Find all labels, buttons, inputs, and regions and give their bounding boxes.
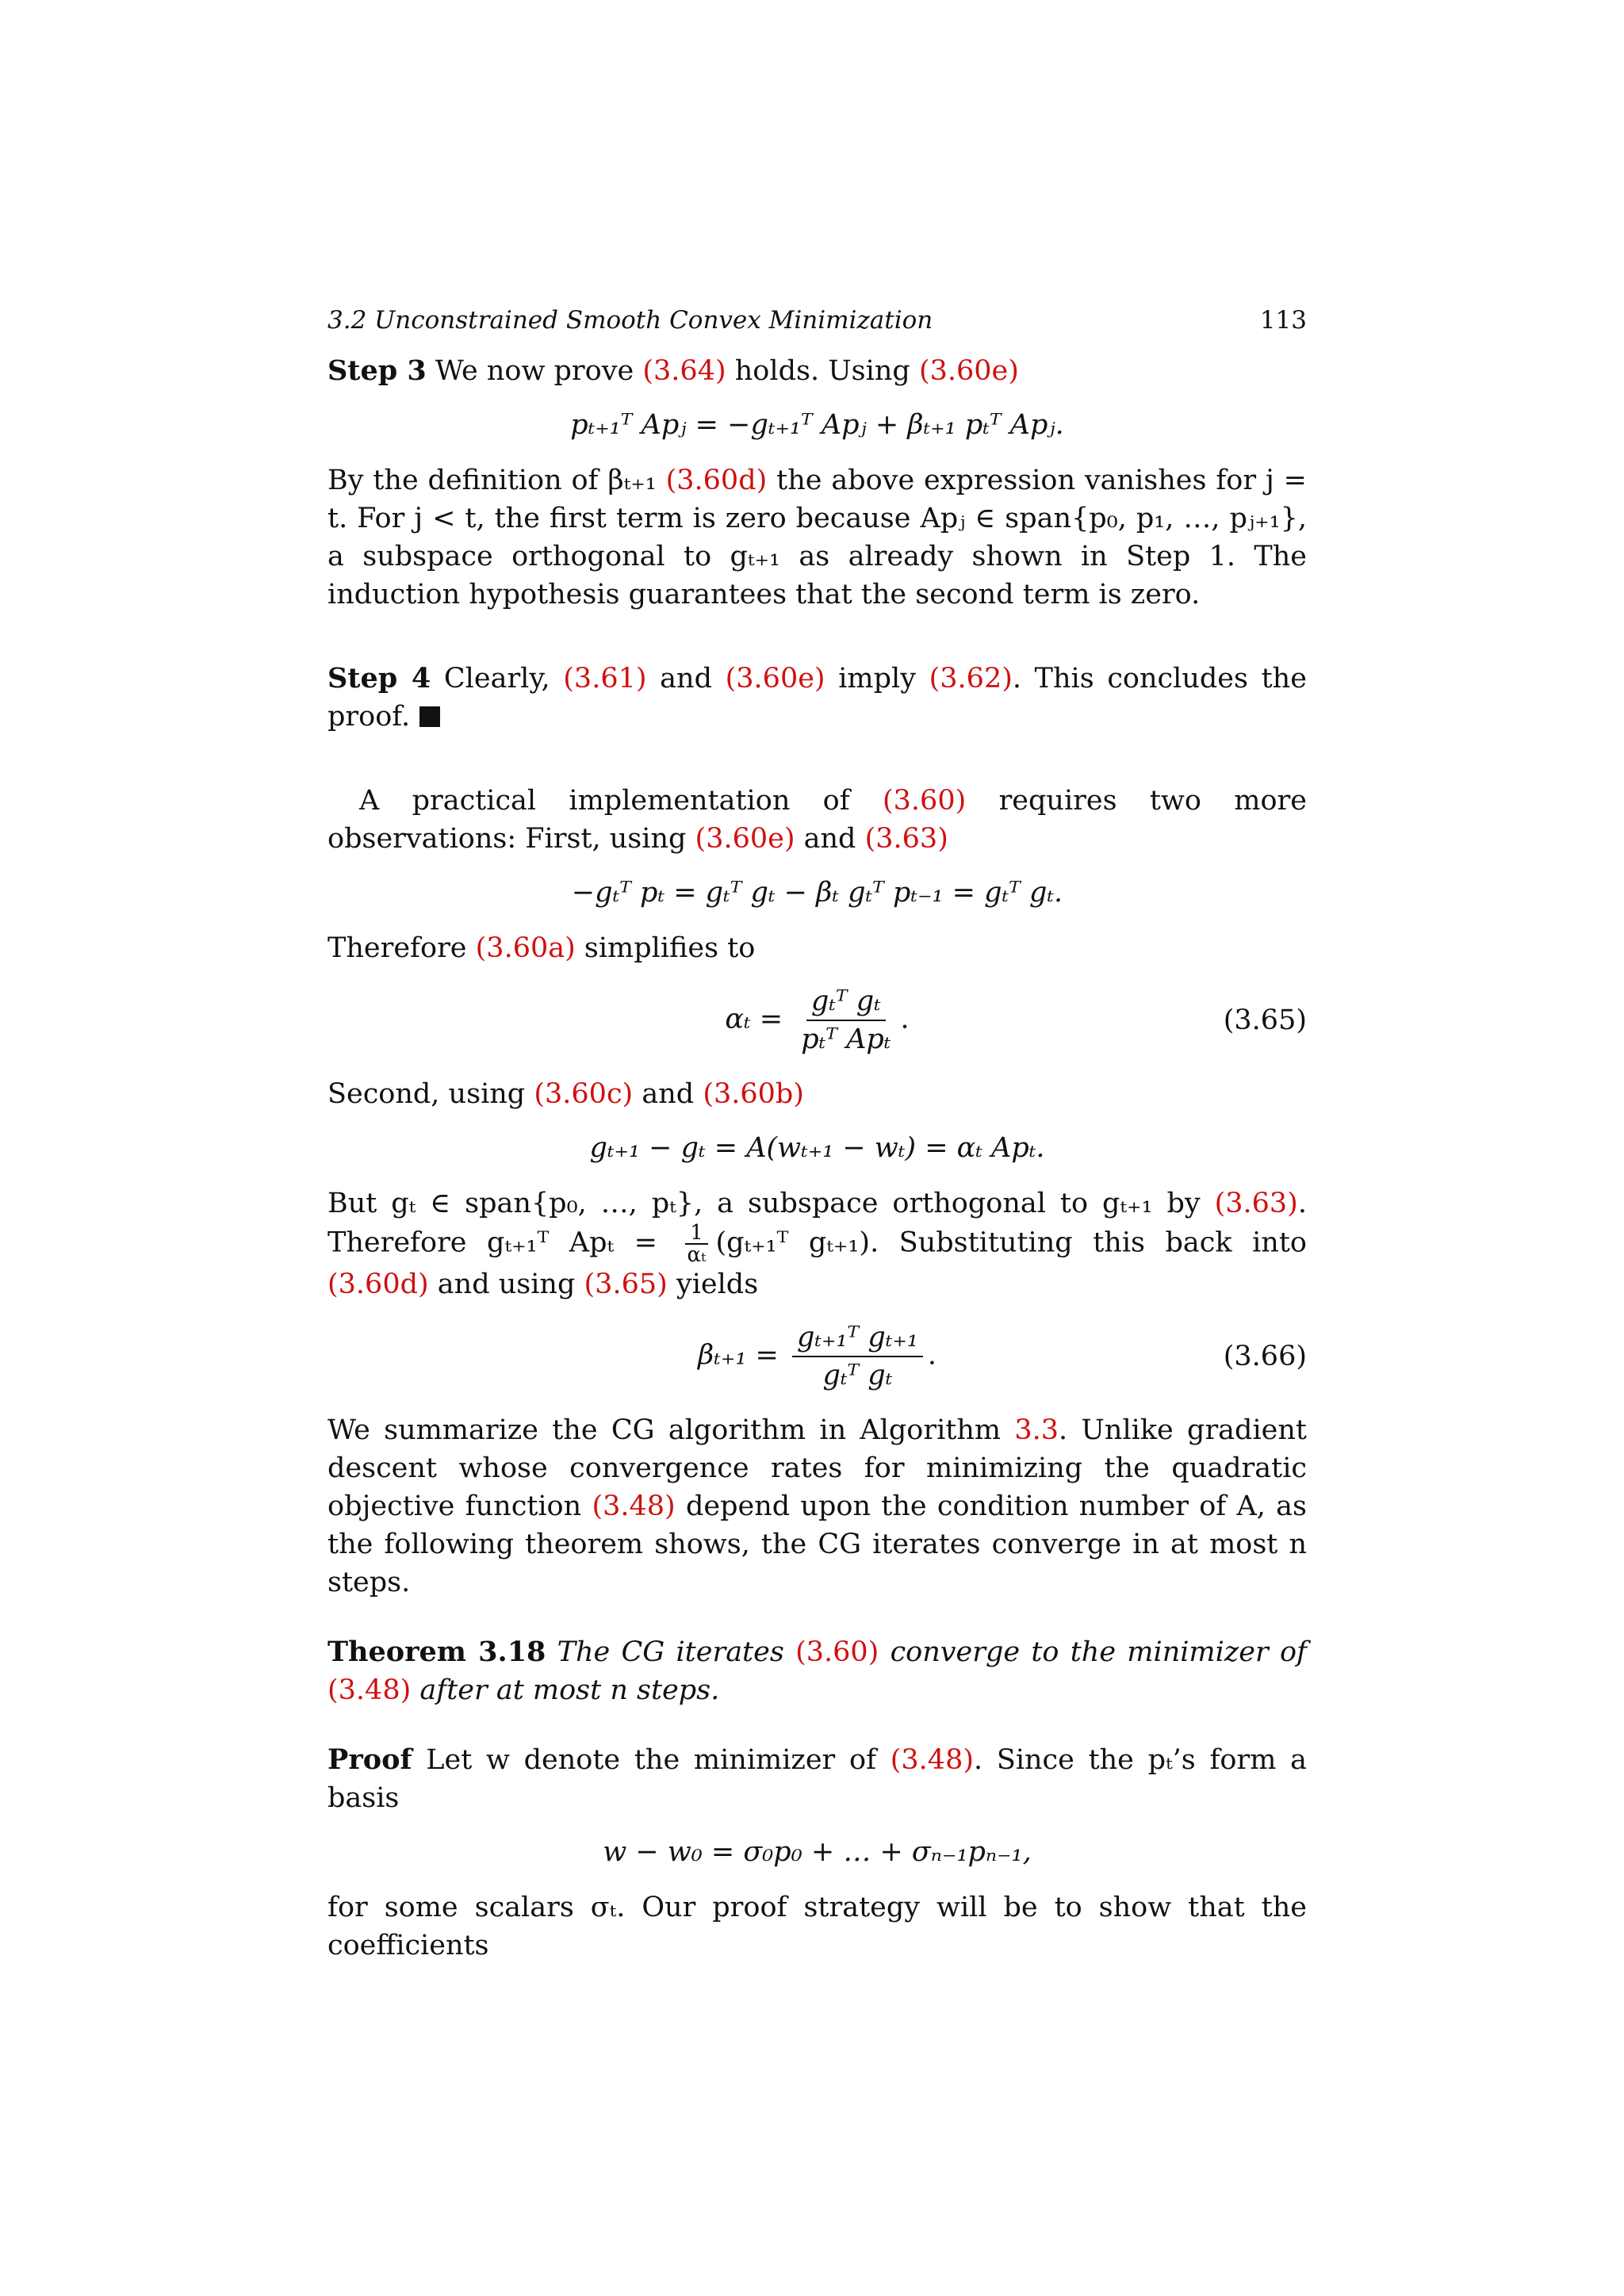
link-eq-3-60e[interactable]: (3.60e) — [725, 663, 825, 695]
link-eq-3-60e[interactable]: (3.60e) — [918, 355, 1019, 387]
impl-paragraph-1: A practical implementation of (3.60) requires two more observations: First, using (3.60e) and (3.63) — [327, 785, 1307, 855]
proof-paragraph: Proof Let w denote the minimizer of (3.48). Since the pₜ’s form a basis — [327, 1743, 1307, 1814]
fraction-alpha: $\frac{\text{gₜᵀ gₜ}}{\text{pₜᵀ Apₜ}}$ — [796, 983, 895, 1058]
link-eq-3-64[interactable]: (3.64) — [642, 355, 726, 387]
link-eq-3-60c[interactable]: (3.60c) — [534, 1078, 634, 1110]
step3-intro: Step 3 We now prove (3.64) holds. Using (3.60e) — [327, 354, 1019, 387]
link-eq-3-65[interactable]: (3.65) — [584, 1269, 668, 1300]
link-eq-3-63[interactable]: (3.63) — [1214, 1188, 1298, 1219]
equation-step3: pₜ₊₁ᵀ Apⱼ = −gₜ₊₁ᵀ Apⱼ + βₜ₊₁ pₜᵀ Apⱼ. — [570, 409, 1064, 441]
impl-paragraph-3: Second, using (3.60c) and (3.60b) — [327, 1078, 804, 1110]
step3-label: Step 3 — [327, 354, 427, 387]
page-body — [327, 301, 1307, 1965]
equation-basis-expansion: w − w₀ = σ₀p₀ + … + σₙ₋₁pₙ₋₁, — [603, 1836, 1032, 1868]
step4-label: Step 4 — [327, 662, 431, 695]
theorem-3-18: Theorem 3.18 The CG iterates (3.60) converge to the minimizer of (3.48) after at most n steps. — [327, 1636, 1307, 1706]
fraction-beta: $\frac{\text{gₜ₊₁ᵀ gₜ₊₁}}{\text{gₜᵀ gₜ}}$ — [792, 1319, 923, 1394]
link-eq-3-60a[interactable]: (3.60a) — [475, 932, 576, 964]
link-eq-3-60e[interactable]: (3.60e) — [695, 823, 795, 855]
equation-number-3-65: (3.65) — [1223, 1004, 1307, 1036]
link-eq-3-61[interactable]: (3.61) — [563, 663, 647, 695]
step4-paragraph: Step 4 Clearly, (3.61) and (3.60e) imply (3.62). This concludes the proof. — [327, 662, 1307, 733]
link-eq-3-60[interactable]: (3.60) — [795, 1636, 879, 1668]
link-eq-3-48[interactable]: (3.48) — [890, 1744, 974, 1776]
link-eq-3-48[interactable]: (3.48) — [327, 1674, 412, 1706]
equation-gradient-diff: gₜ₊₁ − gₜ = A(wₜ₊₁ − wₜ) = αₜ Apₜ. — [589, 1132, 1045, 1164]
summary-paragraph: We summarize the CG algorithm in Algorithm 3.3. Unlike gradient descent whose convergence rates for minimizing the quadratic objective function (3.48) depend upon the condition number of A, as the following theorem shows, the CG iterates converge in at most n steps. — [327, 1414, 1307, 1598]
step3-body: By the definition of βₜ₊₁ (3.60d) the above expression vanishes for j = t. For j < t, the first term is zero because Apⱼ ∈ span{p₀, p₁, …, pⱼ₊₁}, a subspace orthogonal to gₜ₊₁ as already shown in Step 1. The induction hypothesis guarantees that the second term is zero. — [327, 465, 1307, 610]
qed-square-icon — [419, 706, 440, 727]
equation-number-3-66: (3.66) — [1223, 1341, 1307, 1372]
link-eq-3-60d[interactable]: (3.60d) — [327, 1269, 429, 1300]
fraction-one-over-alpha: $\frac{1}{\text{αₜ}}$ — [683, 1223, 711, 1265]
running-head-title: 3.2 Unconstrained Smooth Convex Minimization — [327, 306, 933, 335]
equation-gtpt: −gₜᵀ pₜ = gₜᵀ gₜ − βₜ gₜᵀ pₜ₋₁ = gₜᵀ gₜ. — [571, 877, 1063, 909]
impl-paragraph-4: But gₜ ∈ span{p₀, …, pₜ}, a subspace orthogonal to gₜ₊₁ by (3.63). Therefore gₜ₊₁ᵀ Apₜ = $\frac{1}{\text{αₜ}}$ (gₜ₊₁ᵀ gₜ₊₁). Substituting this back into (3.60d) and using (3.65) yields — [327, 1188, 1307, 1300]
theorem-label: Theorem 3.18 — [327, 1636, 546, 1668]
link-eq-3-60[interactable]: (3.60) — [883, 785, 967, 817]
link-eq-3-62[interactable]: (3.62) — [929, 663, 1013, 695]
link-eq-3-60d[interactable]: (3.60d) — [665, 465, 768, 496]
link-algorithm-3-3[interactable]: 3.3 — [1014, 1414, 1059, 1446]
link-eq-3-63[interactable]: (3.63) — [864, 823, 948, 855]
running-head — [327, 301, 1307, 339]
impl-paragraph-2: Therefore (3.60a) simplifies to — [327, 932, 756, 964]
page-number: 113 — [1259, 306, 1307, 335]
link-eq-3-60b[interactable]: (3.60b) — [703, 1078, 804, 1110]
equation-3-66: βₜ₊₁ = $\frac{\text{gₜ₊₁ᵀ gₜ₊₁}}{\text{gₜᵀ gₜ}}$ . (3.66) — [327, 1319, 1307, 1394]
equation-3-65: αₜ = $\frac{\text{gₜᵀ gₜ}}{\text{pₜᵀ Apₜ}}$ . (3.65) — [327, 983, 1307, 1058]
link-eq-3-48[interactable]: (3.48) — [592, 1490, 676, 1522]
proof-label: Proof — [327, 1743, 412, 1776]
proof-continuation: for some scalars σₜ. Our proof strategy will be to show that the coefficients — [327, 1892, 1307, 1961]
